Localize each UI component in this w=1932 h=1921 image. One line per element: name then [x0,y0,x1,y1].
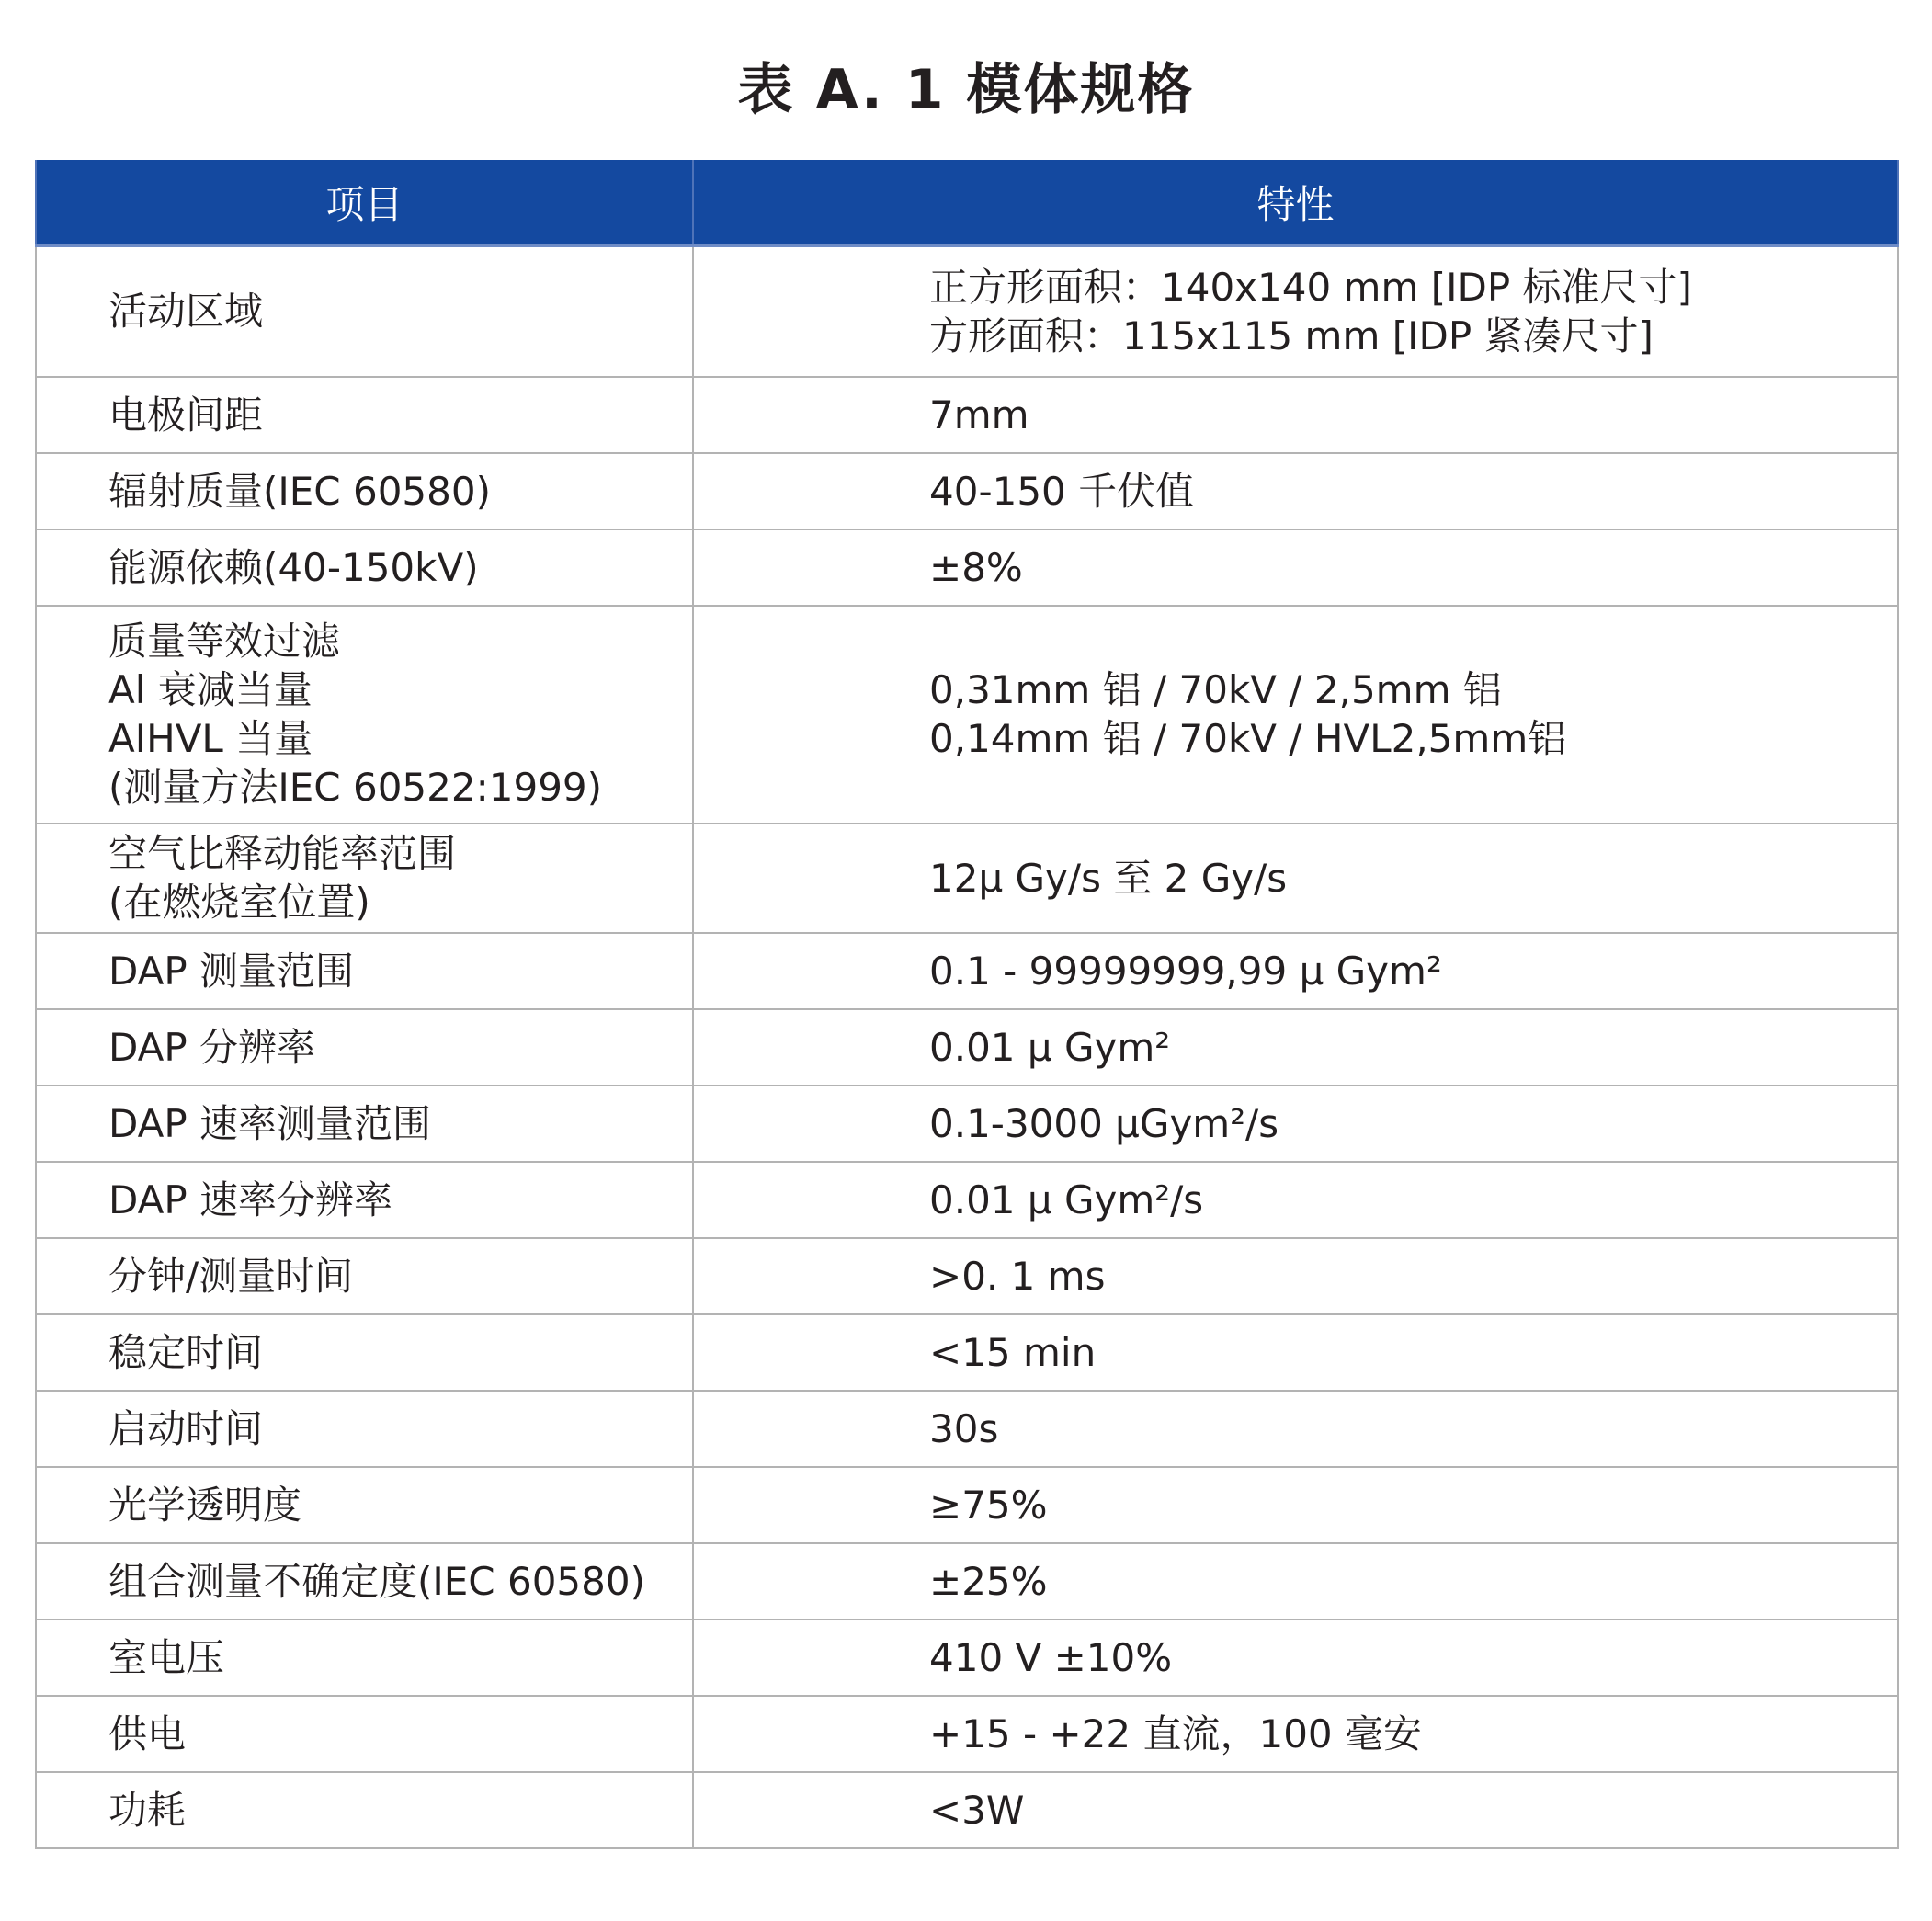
value-text: +15 - +22 直流，100 毫安 [929,1711,1422,1756]
item-cell [36,246,693,377]
value-cell [693,824,1898,933]
table-row [36,529,1898,606]
item-text: DAP 速率分辨率 [108,1176,393,1222]
item-text: (在燃烧室位置) [108,880,370,925]
value-cell [693,1009,1898,1086]
table-row [36,824,1898,933]
table-row [36,246,1898,377]
item-text: 质量等效过滤 [108,619,341,664]
spec-table [35,160,1899,1849]
table-row [36,1314,1898,1391]
item-text: DAP 测量范围 [108,948,355,994]
value-cell [693,377,1898,453]
table-row [36,1009,1898,1086]
item-cell [36,1391,693,1467]
value-cell [693,1162,1898,1238]
value-text: 方形面积：115x115 mm [IDP 紧凑尺寸] [929,313,1654,358]
value-text: 410 V ±10% [929,1634,1173,1680]
value-text: ±25% [929,1558,1048,1604]
value-text: 0,14mm 铝 / 70kV / HVL2,5mm铝 [929,716,1567,761]
value-text: 7mm [929,392,1029,438]
item-cell [36,1009,693,1086]
table-row [36,1467,1898,1543]
value-cell [693,1238,1898,1314]
item-cell [36,1086,693,1162]
item-text: 能源依赖(40-150kV) [108,544,479,590]
item-text: 活动区域 [108,289,264,335]
item-text: 光学透明度 [108,1482,302,1528]
value-cell [693,933,1898,1009]
value-text: 正方形面积：140x140 mm [IDP 标准尺寸] [929,264,1692,310]
value-text: 0.01 μ Gym²/s [929,1176,1204,1222]
item-text: 电极间距 [108,392,264,438]
value-text: 0,31mm 铝 / 70kV / 2,5mm 铝 [929,667,1502,712]
value-text: 0.1-3000 μGym²/s [929,1100,1279,1146]
item-cell [36,529,693,606]
table-row [36,377,1898,453]
item-text: 分钟/测量时间 [108,1253,354,1299]
item-text: 室电压 [108,1634,225,1680]
value-text: <15 min [929,1329,1097,1375]
table-row [36,606,1898,824]
item-text: 启动时间 [108,1405,264,1451]
value-text: >0. 1 ms [929,1253,1106,1299]
item-cell [36,1314,693,1391]
table-row [36,1086,1898,1162]
table-row [36,1772,1898,1848]
item-cell [36,1238,693,1314]
item-cell [36,824,693,933]
item-cell [36,1620,693,1696]
value-text: 0.01 μ Gym² [929,1024,1171,1070]
item-cell [36,1696,693,1772]
item-text: (测量方法IEC 60522:1999) [108,765,603,810]
item-cell [36,606,693,824]
value-text: 12μ Gy/s 至 2 Gy/s [929,855,1288,901]
value-text: 0.1 - 99999999,99 μ Gym² [929,948,1442,994]
value-cell [693,1620,1898,1696]
value-cell [693,529,1898,606]
value-cell [693,1772,1898,1848]
item-text: DAP 分辨率 [108,1024,316,1070]
value-cell [693,1543,1898,1620]
value-text: ≥75% [929,1482,1048,1528]
item-text: Al 衰减当量 [108,667,313,712]
item-cell [36,377,693,453]
item-cell [36,453,693,529]
value-cell [693,246,1898,377]
item-text: DAP 速率测量范围 [108,1100,432,1146]
value-text: <3W [929,1787,1025,1833]
item-text: 供电 [108,1711,187,1756]
item-cell [36,1772,693,1848]
value-cell [693,1086,1898,1162]
page-title: 表 A. 1 模体规格 [737,58,1195,122]
item-cell [36,1467,693,1543]
table-row [36,1238,1898,1314]
value-cell [693,1696,1898,1772]
value-cell [693,1467,1898,1543]
item-text: 稳定时间 [108,1329,264,1375]
item-text: AIHVL 当量 [108,716,313,761]
table-row [36,933,1898,1009]
value-text: 30s [929,1405,999,1451]
value-text: 40-150 千伏值 [929,468,1195,514]
value-text: ±8% [929,544,1023,590]
item-cell [36,1162,693,1238]
item-cell [36,933,693,1009]
table-body [36,246,1898,1848]
item-text: 辐射质量(IEC 60580) [108,468,491,514]
value-cell [693,606,1898,824]
table-row [36,1162,1898,1238]
table-header-row [36,160,1898,246]
value-cell [693,453,1898,529]
item-text: 功耗 [108,1787,187,1833]
table-row [36,1620,1898,1696]
value-cell [693,1314,1898,1391]
header-characteristic: 特性 [693,160,1898,246]
table-row [36,453,1898,529]
item-text: 空气比释动能率范围 [108,831,457,876]
table-row [36,1543,1898,1620]
table-row [36,1391,1898,1467]
item-cell [36,1543,693,1620]
header-item: 项目 [36,160,693,246]
item-text: 组合测量不确定度(IEC 60580) [108,1558,645,1604]
table-row [36,1696,1898,1772]
value-cell [693,1391,1898,1467]
